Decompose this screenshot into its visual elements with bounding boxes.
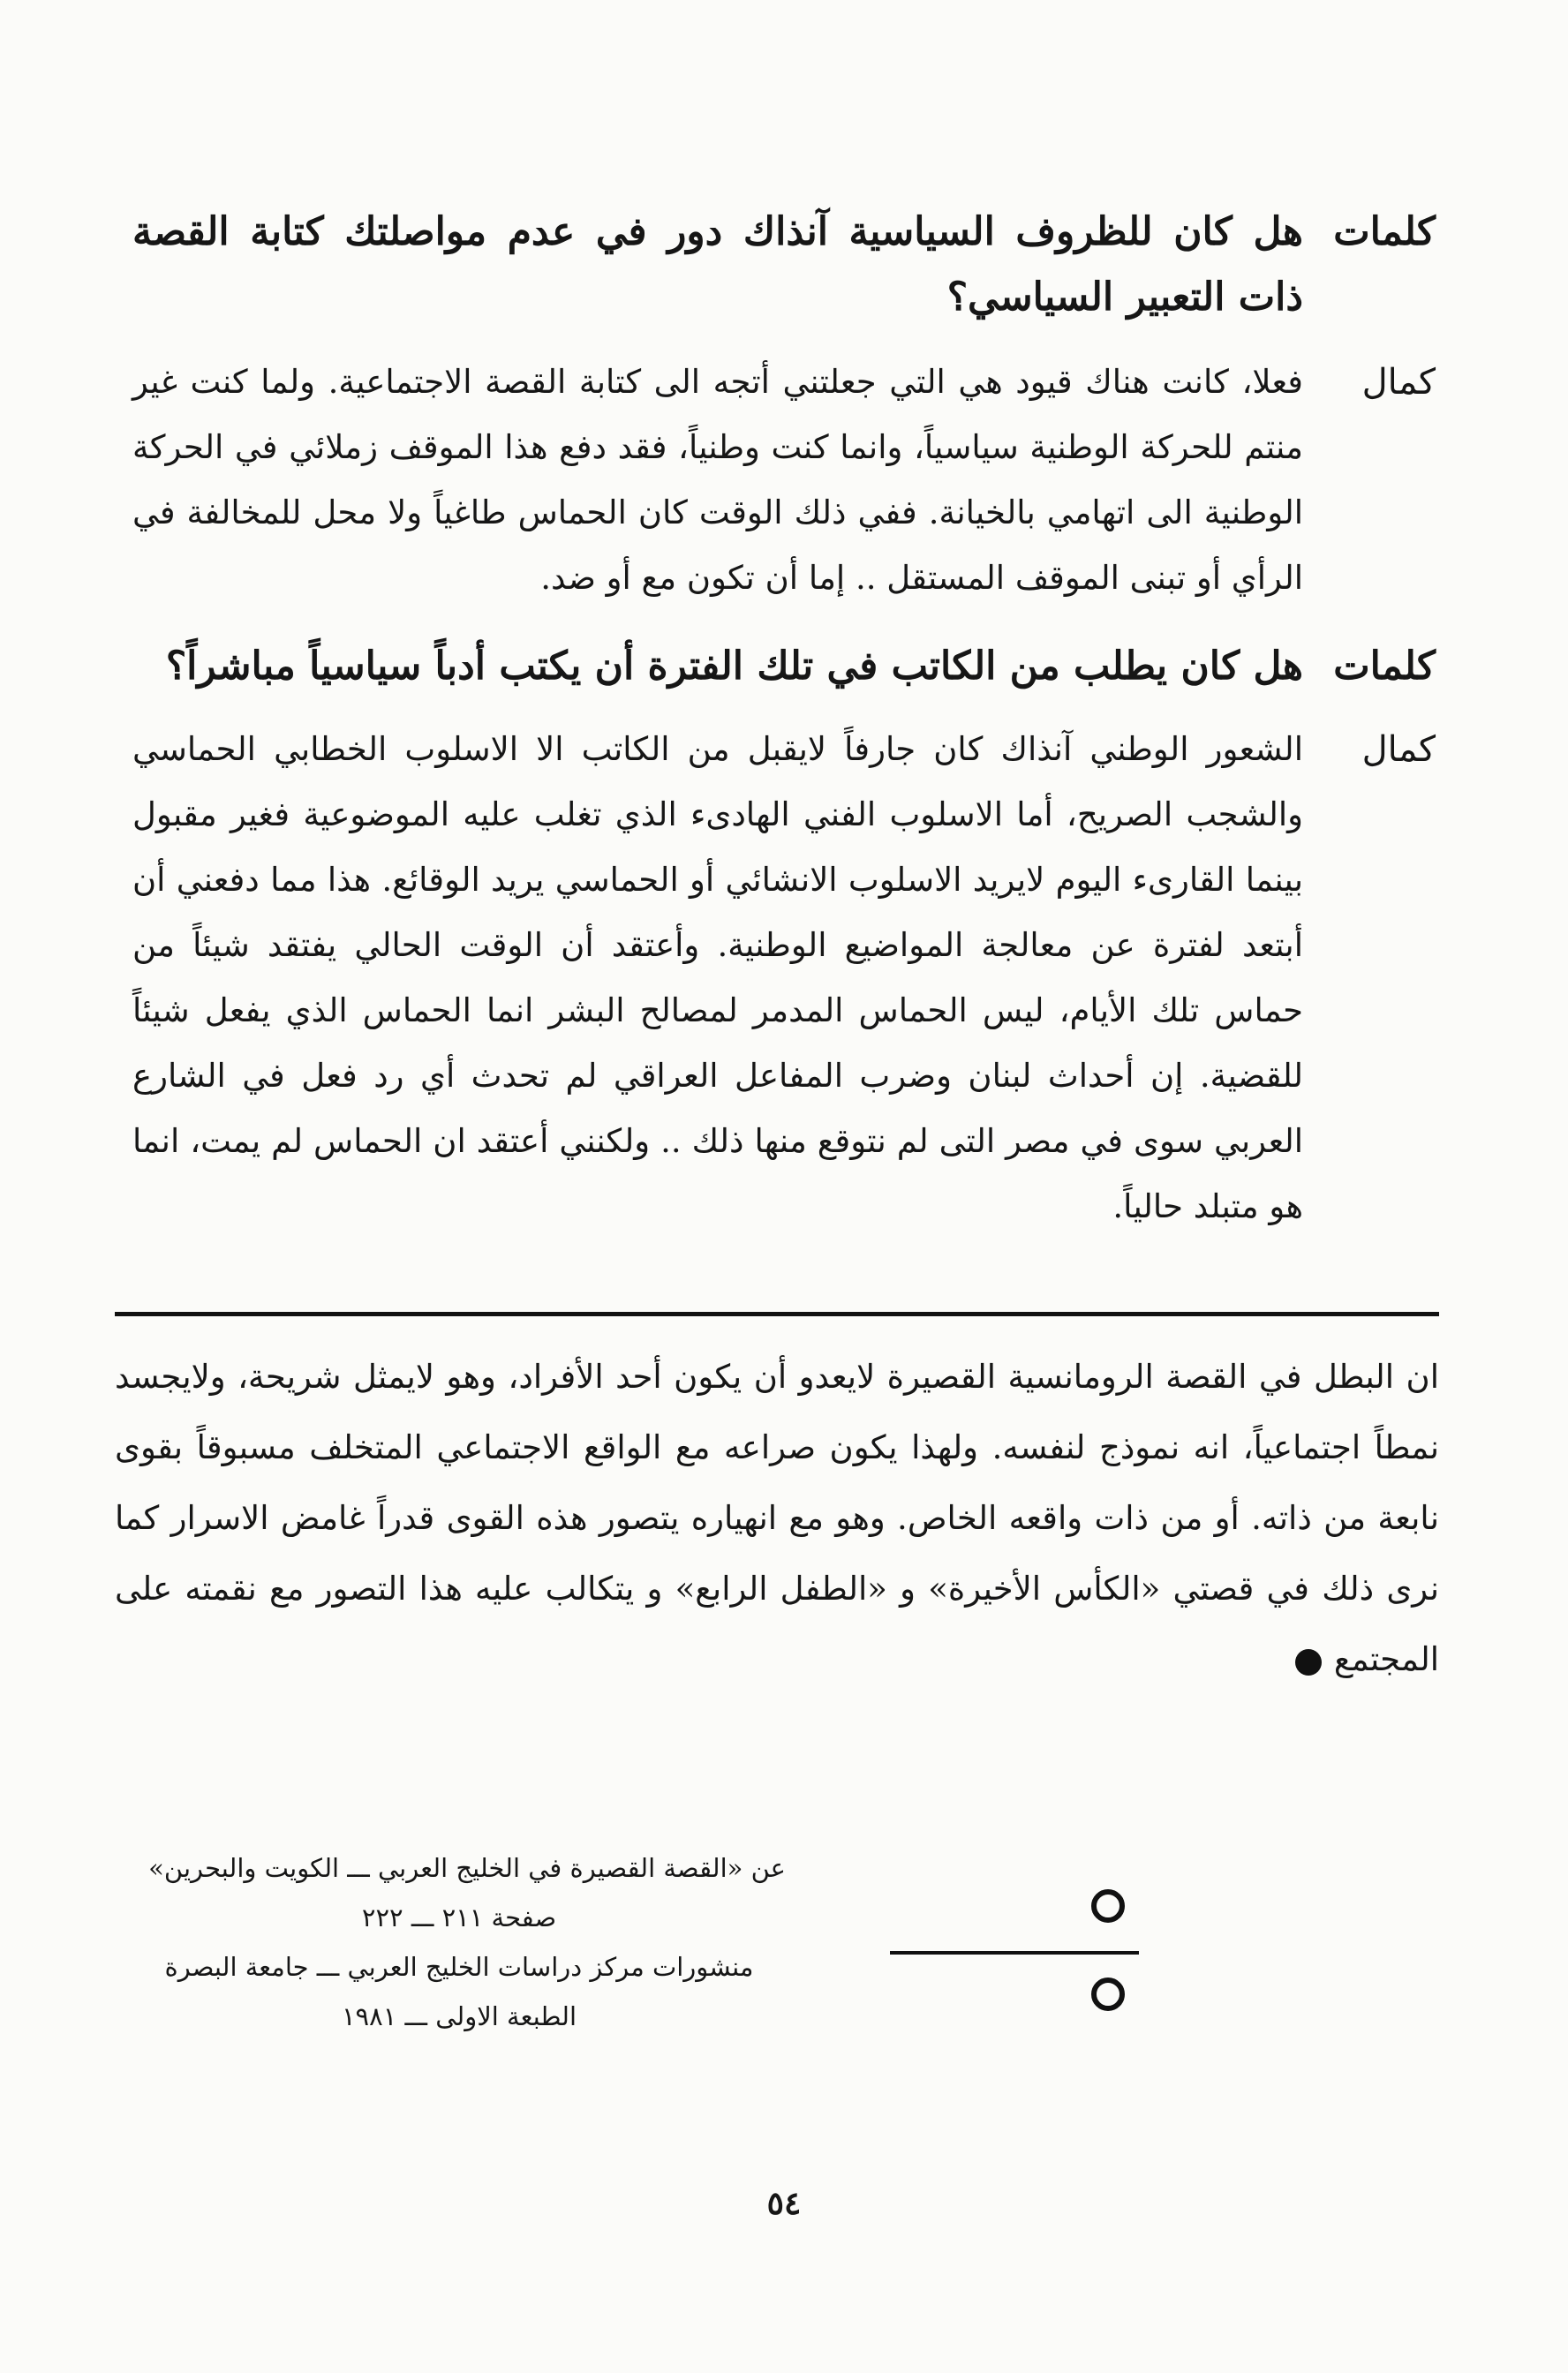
citation-line: صفحة ٢١١ ـــ ٢٢٢ [361,1902,557,1932]
citation-line: عن «القصة القصيرة في الخليج العربي ـــ الكويت والبحرين» [148,1853,786,1883]
ornament-circle-icon [1091,1889,1125,1923]
speaker-label: كلمات [1333,209,1436,254]
note-text: ان البطل في القصة الرومانسية القصيرة لايعدو أن يكون أحد الأفراد، وهو لايمثل شريحة، ولايجسد نمطاً اجتماعياً، انه نموذج لنفسه. ولهذا يكون صراعه مع الواقع الاجتماعي المتخلف مسبوقاً بقوى نابعة من ذاته. أو من ذات واقعه الخاص. وهو مع انهياره يتصور هذه القوى قدراً غامض الاسرار كما نرى ذلك في قصتي «الكأس الأخيرة» و «الطفل الرابع» و يتكالب عليه هذا التصور مع نقمته على المجتمع [115,1358,1439,1678]
page-number: ٥٤ [766,2185,802,2222]
end-bullet-icon [1295,1649,1322,1676]
question-text: هل كان للظروف السياسية آنذاك دور في عدم مواصلتك كتابة القصة ذات التعبير السياسي؟ [132,209,1303,320]
interview-question-2 [132,634,1436,699]
interview-question-1 [132,200,1436,330]
critical-note [115,1342,1439,1695]
source-citation [132,1843,786,2041]
speaker-label: كمال [1361,729,1436,770]
speaker-label: كمال [1361,362,1436,403]
section-divider [115,1312,1439,1316]
ornament-circle-icon [1091,1978,1125,2011]
interview-answer-1 [132,350,1436,611]
answer-text: فعلا، كانت هناك قيود هي التي جعلتني أتجه الى كتابة القصة الاجتماعية. ولما كنت غير منتم للحركة الوطنية سياسياً، وانما كنت وطنياً، فقد دفع هذا الموقف زملائي في الحركة الوطنية الى اتهامي بالخيانة. ففي ذلك الوقت كان الحماس طاغياً ولا محل للمخالفة في الرأي أو تبنى الموقف المستقل .. إما أن تكون مع أو ضد. [132,363,1303,597]
citation-line: الطبعة الاولى ـــ ١٩٨١ [341,2001,577,2031]
citation-line: منشورات مركز دراسات الخليج العربي ـــ جامعة البصرة [164,1952,754,1982]
divider-ornament-icon [883,1889,1148,2022]
ornament-line [890,1951,1139,1955]
speaker-label: كلمات [1333,644,1436,689]
answer-text: الشعور الوطني آنذاك كان جارفاً لايقبل من الكاتب الا الاسلوب الخطابي الحماسي والشجب الصريح، أما الاسلوب الفني الهادىء الذي تغلب عليه الموضوعية فغير مقبول بينما القارىء اليوم لايريد الاسلوب الانشائي أو الحماسي يريد الوقائع. هذا مما دفعني أن أبتعد لفترة عن معالجة المواضيع الوطنية. وأعتقد أن الوقت الحالي يفتقد شيئاً من حماس تلك الأيام، ليس الحماس المدمر لمصالح البشر انما الحماس الذي يفعل شيئاً للقضية. إن أحداث لبنان وضرب المفاعل العراقي لم تحدث أي رد فعل في الشارع العربي سوى في مصر التى لم نتوقع منها ذلك .. ولكنني أعتقد ان الحماس لم يمت، انما هو متبلد حالياً. [132,730,1303,1225]
interview-answer-2 [132,717,1436,1239]
question-text: هل كان يطلب من الكاتب في تلك الفترة أن يكتب أدباً سياسياً مباشراً؟ [165,644,1303,689]
